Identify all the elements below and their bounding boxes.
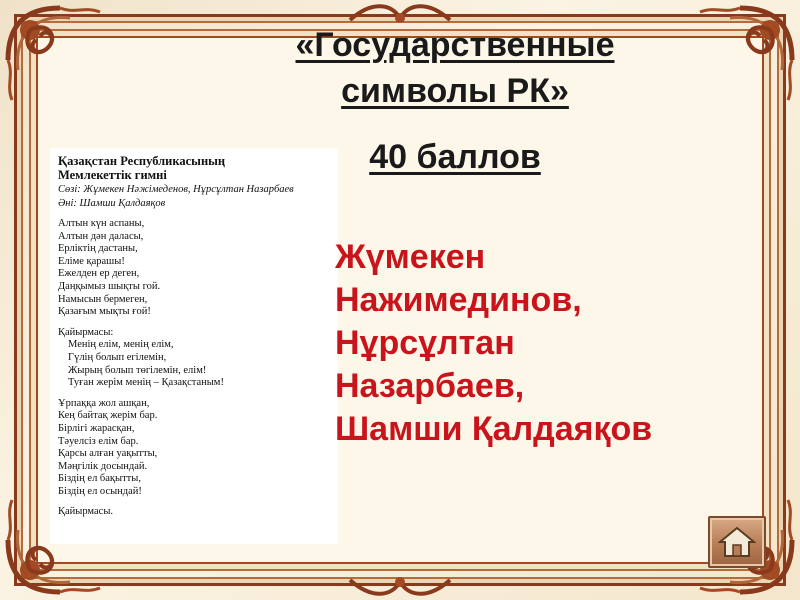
anthem-chorus bbox=[58, 327, 330, 390]
verse-line: Алтын күн аспаны, bbox=[58, 218, 145, 229]
title-line-1: «Государственные bbox=[295, 26, 615, 64]
verse-line: Біздің ел осындай! bbox=[58, 485, 142, 497]
verse-line: Ұрпаққа жол ашқан, bbox=[58, 397, 150, 409]
anthem-heading-line-1: Қазақстан Республикасының bbox=[58, 154, 226, 168]
anthem-verse-1 bbox=[58, 218, 330, 319]
verse-line: Тәуелсіз елім бар. bbox=[58, 435, 139, 447]
verse-line: Кең байтақ жерім бар. bbox=[58, 410, 158, 422]
chorus-line: Гүлің болып егілемін, bbox=[68, 351, 167, 363]
verse-line: Мәңгілік досындай. bbox=[58, 460, 148, 472]
verse-line: Алтын дән даласы, bbox=[58, 230, 144, 242]
verse-line: Еліме қарашы! bbox=[58, 255, 125, 267]
title-line-2: символы РК» bbox=[341, 72, 569, 110]
bottom-ornament-icon bbox=[340, 560, 460, 600]
answer-text bbox=[335, 236, 755, 451]
anthem-text-image bbox=[50, 148, 338, 544]
anthem-heading-line-2: Мемлекеттік гимні bbox=[58, 168, 167, 182]
chorus-line: Туған жерім менің – Қазақстаным! bbox=[68, 377, 224, 389]
chorus-line: Жырың болып төгілемін, елім! bbox=[68, 364, 207, 376]
verse-line: Намысын бермеген, bbox=[58, 293, 148, 305]
verse-line: Қарсы алған уақытты, bbox=[58, 448, 158, 460]
chorus-end-label: Қайырмасы. bbox=[58, 506, 114, 518]
corner-ornament-icon bbox=[0, 0, 120, 120]
answer-line: Шамши Қалдаяқов bbox=[335, 410, 653, 448]
slide-title bbox=[200, 22, 710, 114]
verse-line: Ежелден ер деген, bbox=[58, 268, 140, 280]
anthem-chorus-end bbox=[58, 506, 330, 519]
verse-line: Ерліктің дастаны, bbox=[58, 243, 138, 255]
answer-line: Нұрсұлтан bbox=[335, 324, 515, 362]
anthem-credits-line-1: Сөзі: Жұмекен Нәжімеденов, Нұрсұлтан Назарбаев bbox=[58, 184, 294, 195]
verse-line: Қазағым мықты ғой! bbox=[58, 306, 151, 318]
home-button[interactable] bbox=[708, 516, 766, 568]
chorus-line: Менің елім, менің елім, bbox=[68, 339, 174, 351]
anthem-verse-2 bbox=[58, 398, 330, 499]
chorus-label: Қайырмасы: bbox=[58, 326, 114, 338]
answer-line: Жүмекен bbox=[335, 238, 486, 276]
verse-line: Біздің ел бақытты, bbox=[58, 473, 141, 485]
points-value: 40 баллов bbox=[369, 138, 541, 176]
home-icon bbox=[718, 525, 756, 559]
anthem-credits-line-2: Әні: Шамши Қалдаяқов bbox=[58, 198, 166, 209]
verse-line: Бірлігі жарасқан, bbox=[58, 422, 135, 434]
answer-line: Назарбаев, bbox=[335, 367, 525, 405]
answer-line: Нажимединов, bbox=[335, 281, 582, 319]
verse-line: Даңқымыз шықты гой. bbox=[58, 280, 161, 292]
